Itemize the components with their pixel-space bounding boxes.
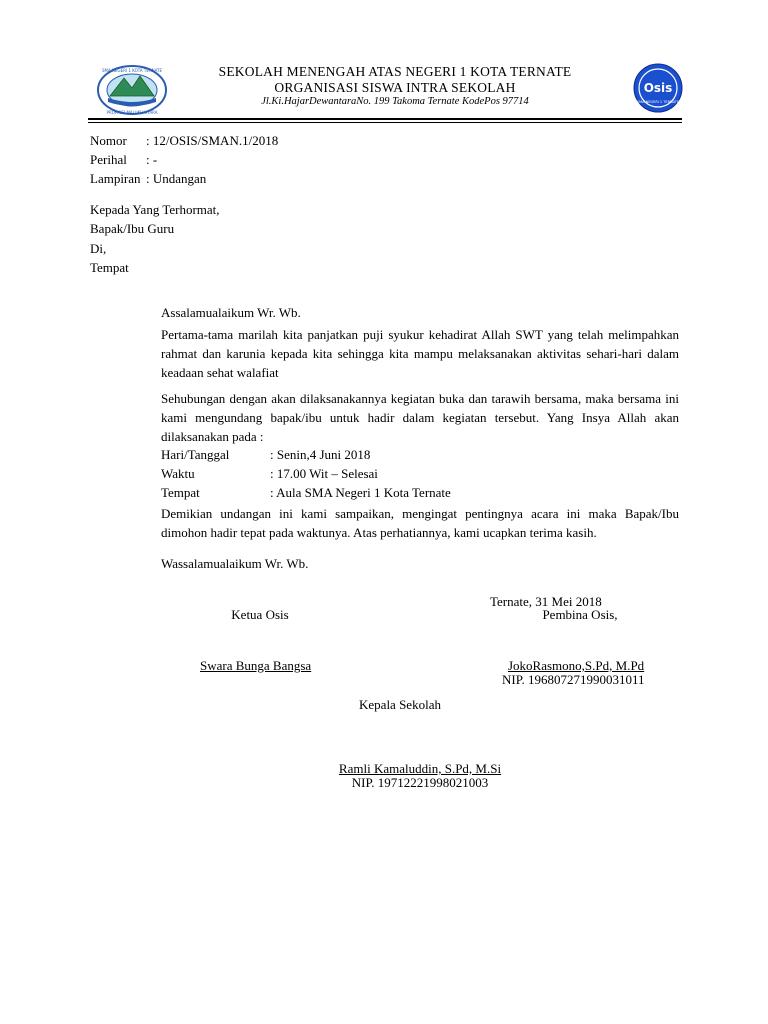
paragraph-invitation: Sehubungan dengan akan dilaksanakannya kegiatan buka dan tarawih bersama, maka bersama ini kami mengundang bapak/ibu untuk hadir dalam kegiatan tersebut. Yang Insya Allah akan dilaksanakan pada : <box>161 391 679 444</box>
letterhead-rule <box>88 118 682 120</box>
detail-value-time: : 17.00 Wit – Selesai <box>270 466 378 481</box>
detail-label-date: Hari/Tanggal <box>161 447 230 462</box>
detail-label-time: Waktu <box>161 466 195 481</box>
nomor-label: Nomor <box>90 133 127 148</box>
svg-text:SMA NEGERI 1 KOTA TERNATE: SMA NEGERI 1 KOTA TERNATE <box>101 68 163 73</box>
detail-value-place: : Aula SMA Negeri 1 Kota Ternate <box>270 485 451 500</box>
lampiran-label: Lampiran <box>90 171 141 186</box>
place-date: Ternate, 31 Mei 2018 <box>490 594 602 609</box>
principal-name: Ramli Kamaluddin, S.Pd, M.Si <box>338 761 502 776</box>
school-name: SEKOLAH MENENGAH ATAS NEGERI 1 KOTA TERNATE <box>218 64 572 79</box>
left-signer-title: Ketua Osis <box>231 607 289 622</box>
recipient-line4: Tempat <box>90 260 129 275</box>
closing-greeting: Wassalamualaikum Wr. Wb. <box>161 556 309 571</box>
right-signer-name: JokoRasmono,S.Pd, M.Pd <box>508 658 645 673</box>
paragraph-opening: Pertama-tama marilah kita panjatkan puji syukur kehadirat Allah SWT yang telah melimpahkan rahmat dan karunia kepada kita sehingga kita mampu melaksanakan aktivitas sehari-hari dalam keadaan sehat walafiat <box>161 327 679 380</box>
paragraph-closing: Demikian undangan ini kami sampaikan, mengingat pentingnya acara ini maka Bapak/Ibu dimohon hadir tepat pada waktunya. Atas perhatiannya, kami ucapkan terima kasih. <box>161 506 679 540</box>
principal-nip: NIP. 19712221998021003 <box>351 775 489 790</box>
recipient-line3: Di, <box>90 241 107 256</box>
svg-text:PROPINSI MALUKU UTARA: PROPINSI MALUKU UTARA <box>106 110 158 115</box>
principal-title: Kepala Sekolah <box>359 697 441 712</box>
letterhead-rule-thin <box>88 122 682 123</box>
detail-label-place: Tempat <box>161 485 200 500</box>
osis-logo <box>633 63 683 113</box>
greeting: Assalamualaikum Wr. Wb. <box>161 305 301 320</box>
recipient-line2: Bapak/Ibu Guru <box>90 221 175 236</box>
detail-value-date: : Senin,4 Juni 2018 <box>270 447 371 462</box>
school-address: Jl.Ki.HajarDewantaraNo. 199 Takoma Ternate KodePos 97714 <box>261 96 529 107</box>
perihal-label: Perihal <box>90 152 127 167</box>
osis-logo-subtext: SMA NEGERI 1 TERNATE <box>636 100 680 104</box>
osis-logo-text: Osis <box>643 81 673 95</box>
right-signer-nip: NIP. 196807271990031011 <box>502 672 645 687</box>
recipient-line1: Kepada Yang Terhormat, <box>90 202 220 217</box>
organization-name: ORGANISASI SISWA INTRA SEKOLAH <box>274 80 516 95</box>
left-signer-name: Swara Bunga Bangsa <box>200 658 312 673</box>
lampiran-value: : Undangan <box>146 171 207 186</box>
nomor-value: : 12/OSIS/SMAN.1/2018 <box>146 133 279 148</box>
right-signer-title: Pembina Osis, <box>542 607 618 622</box>
perihal-value: : - <box>146 152 158 167</box>
